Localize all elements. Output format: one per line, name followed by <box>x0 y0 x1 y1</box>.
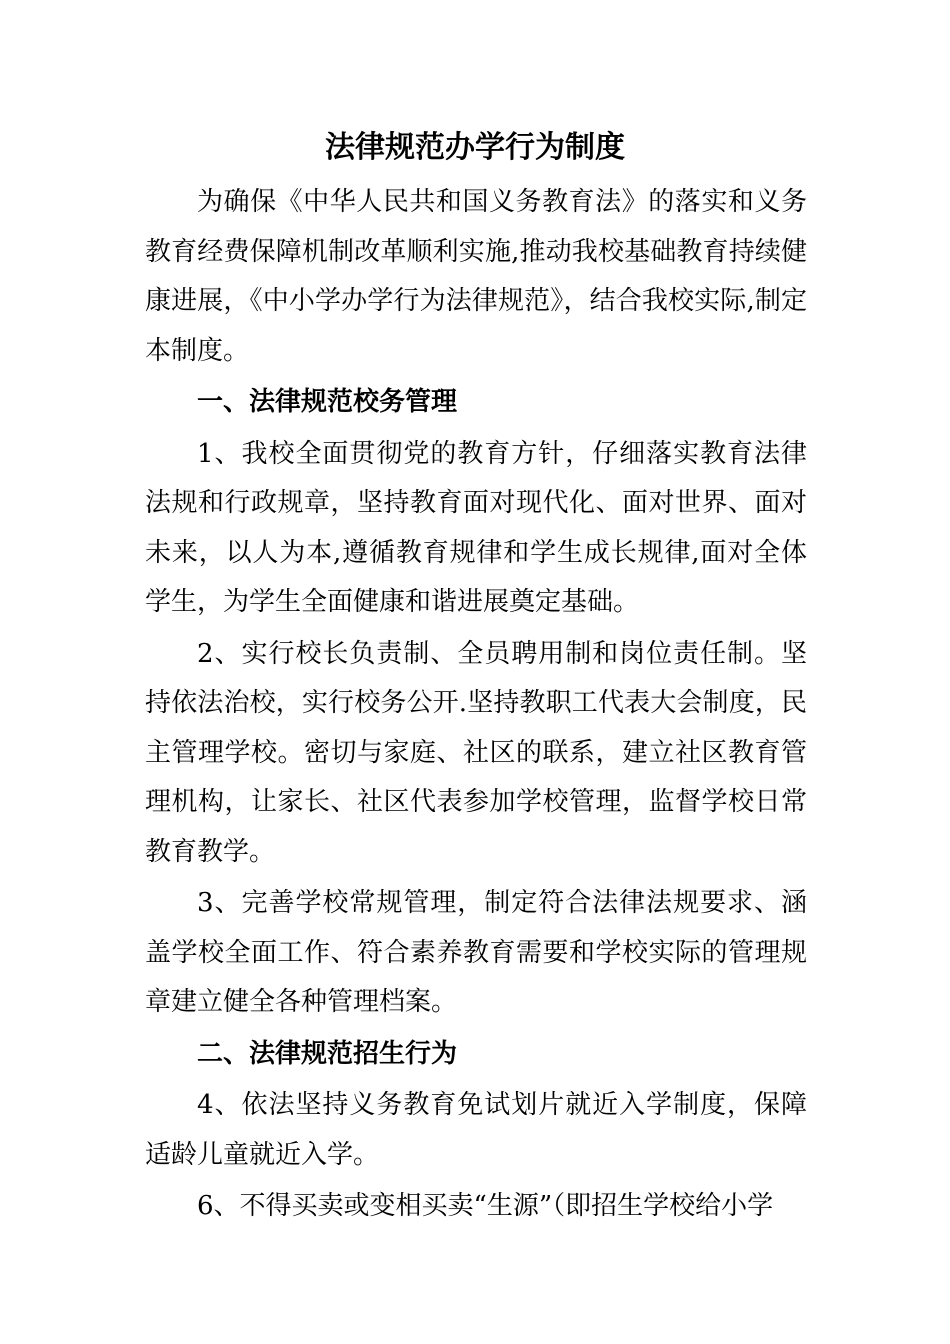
document-title: 法律规范办学行为制度 <box>325 130 625 165</box>
paragraph-item-1: 1、我校全面贯彻党的教育方针，仔细落实教育法律法规和行政规章，坚持教育面对现代化、面对世界、面对未来，以人为本,遵循教育规律和学生成长规律,面对全体学生，为学生全面健康和谐进展奠定基础。 <box>145 438 807 617</box>
section-heading-2: 二、法律规范招生行为 <box>197 1038 458 1069</box>
paragraph-item-6: 6、不得买卖或变相买卖“生源”（即招生学校给小学 <box>197 1191 774 1221</box>
paragraph-intro: 为确保《中华人民共和国义务教育法》的落实和义务教育经费保障机制改革顺利实施,推动我校基础教育持续健康进展，《中小学办学行为法律规范》，结合我校实际,制定本制度。 <box>145 187 807 366</box>
paragraph-item-3: 3、完善学校常规管理，制定符合法律法规要求、涵盖学校全面工作、符合素养教育需要和学校实际的管理规章建立健全各种管理档案。 <box>145 888 807 1017</box>
document-body <box>145 178 807 1232</box>
paragraph-item-4: 4、依法坚持义务教育免试划片就近入学制度，保障适龄儿童就近入学。 <box>145 1090 807 1170</box>
section-heading-1: 一、法律规范校务管理 <box>197 387 458 417</box>
paragraph-item-2: 2、实行校长负责制、全员聘用制和岗位责任制。坚持依法治校，实行校务公开.坚持教职工代表大会制度，民主管理学校。密切与家庭、社区的联系，建立社区教育管理机构，让家长、社区代表参加学校管理，监督学校日常教育教学。 <box>145 638 807 867</box>
